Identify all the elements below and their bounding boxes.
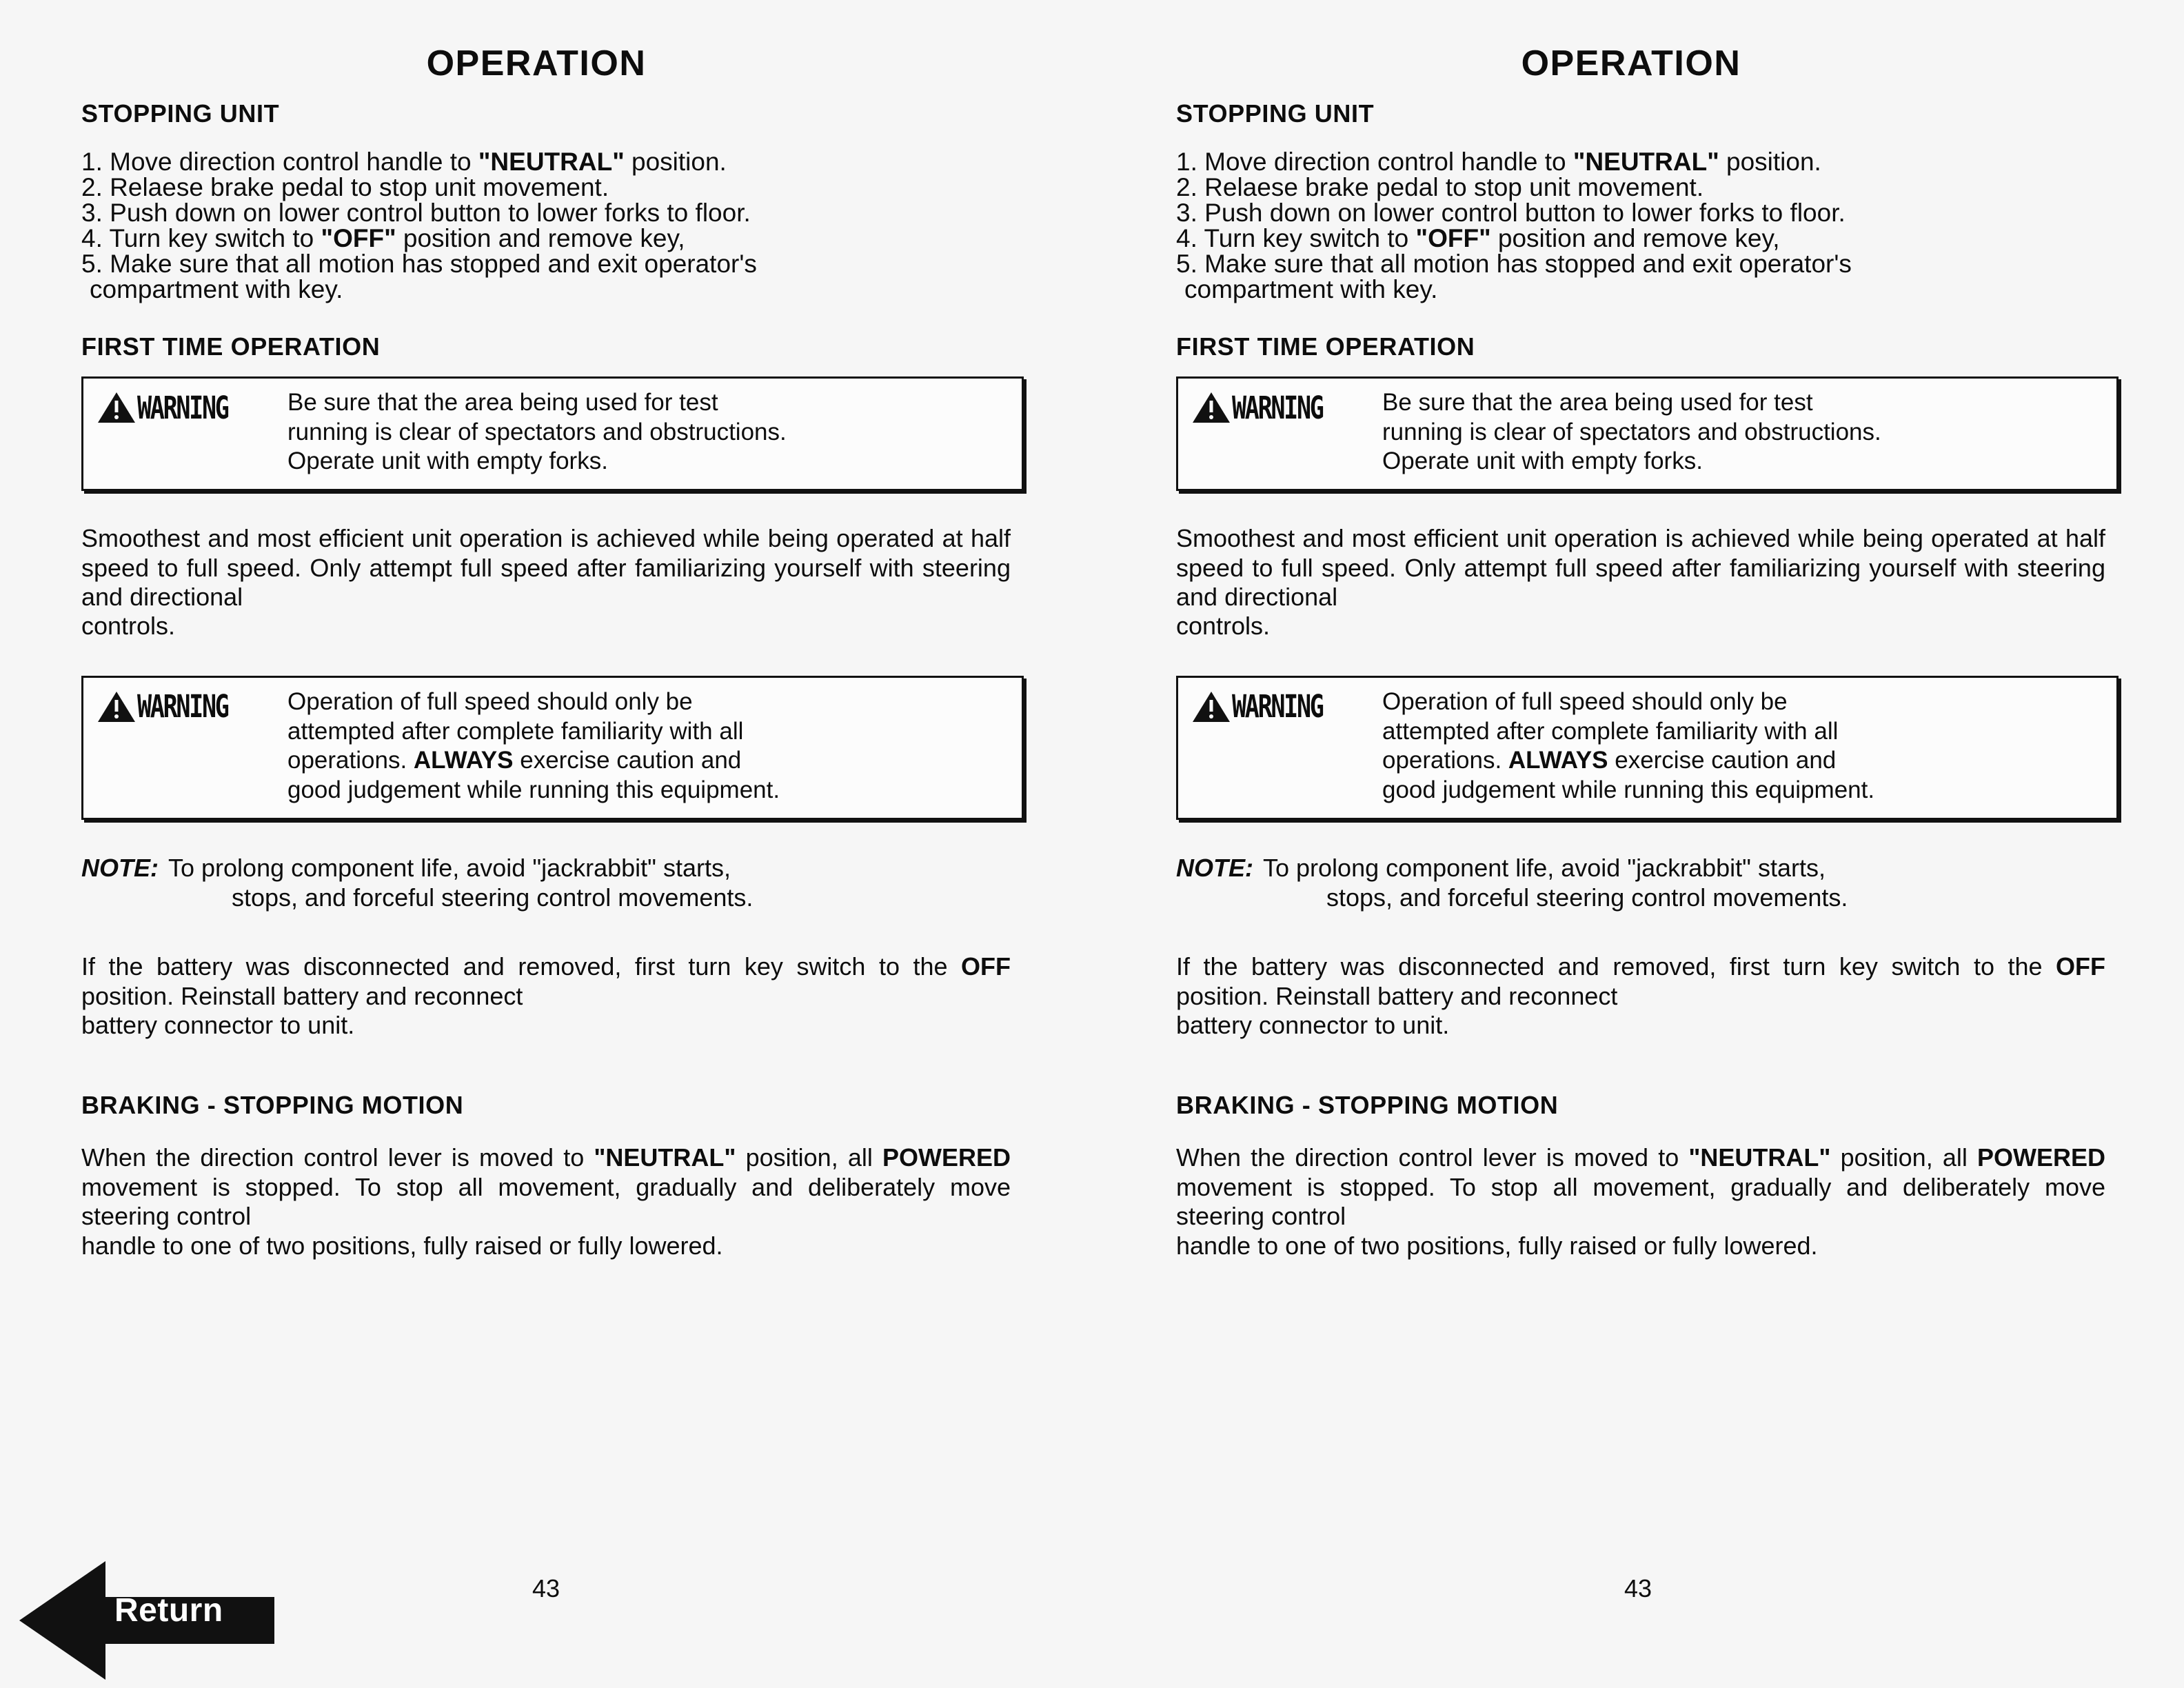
step-emphasis: "OFF" <box>321 224 396 252</box>
warning-line: running is clear of spectators and obstructions. <box>287 418 787 445</box>
step-text: Push down on lower control button to lower forks to floor. <box>110 199 751 227</box>
stopping-unit-steps <box>1176 149 2107 302</box>
warning-message <box>283 687 1011 805</box>
paragraph-line: speed after familiarizing yourself with steering and directional <box>81 553 1011 611</box>
warning-triangle-icon <box>1192 690 1231 723</box>
paragraph-emphasis: "NEUTRAL" <box>1688 1143 1831 1172</box>
warning-line-part: operations. <box>1382 747 1508 774</box>
step-text: Relaese brake pedal to stop unit movement. <box>1204 173 1704 201</box>
step-text-end: position and remove key, <box>396 224 685 252</box>
paragraph-line: handle to one of two positions, fully raised or fully lowered. <box>1176 1231 1818 1260</box>
paragraph-line: being operated at half speed to full speed. Only attempt full <box>1176 524 2105 582</box>
step-text-end: position and remove key, <box>1490 224 1780 252</box>
paragraph-line-part: position. Reinstall battery and reconnect <box>81 981 523 1010</box>
warning-line: Operation of full speed should only be <box>1382 687 1788 715</box>
warning-line <box>287 746 1011 776</box>
warning-line-part: exercise caution and <box>513 747 742 774</box>
paragraph-line: battery connector to unit. <box>81 1011 355 1039</box>
step-emphasis: "NEUTRAL" <box>1573 148 1719 176</box>
paragraph-line: movement, gradually and deliberately move steering control <box>1176 1172 2105 1231</box>
warning-box-test-area <box>81 376 1024 491</box>
warning-line: attempted after complete familiarity with all <box>287 717 744 745</box>
section-heading-stopping-unit: STOPPING UNIT <box>81 99 280 128</box>
warning-emphasis: ALWAYS <box>1508 747 1608 774</box>
paragraph-line-part: switch to the <box>796 952 962 981</box>
step-text-end: position. <box>624 148 727 176</box>
note-jackrabbit <box>1176 853 2107 912</box>
warning-line: Be sure that the area being used for test <box>1382 389 1813 416</box>
list-item <box>1176 200 2107 225</box>
paragraph-braking <box>81 1143 1011 1260</box>
paragraph-emphasis: "NEUTRAL" <box>594 1143 736 1172</box>
warning-label <box>1192 687 1378 723</box>
warning-label <box>97 388 283 424</box>
list-item <box>81 225 1012 251</box>
return-button-label: Return <box>114 1592 223 1629</box>
section-heading-first-time-operation: FIRST TIME OPERATION <box>1176 332 1475 361</box>
step-number: 4. <box>1176 224 1197 252</box>
paragraph-line-part: switch to the <box>1891 952 2056 981</box>
paragraph-line-part: position. Reinstall battery and reconnect <box>1176 981 1618 1010</box>
note-line: To prolong component life, avoid "jackrabbit" starts, <box>168 853 731 882</box>
step-number: 4. <box>81 224 103 252</box>
section-heading-braking: BRAKING - STOPPING MOTION <box>1176 1091 1559 1120</box>
warning-message <box>1378 388 2105 476</box>
left-arrow-icon <box>19 1557 274 1684</box>
warning-line: Be sure that the area being used for test <box>287 389 718 416</box>
warning-message <box>283 388 1011 476</box>
paragraph-line: If the battery was disconnected and removed, first turn key <box>1176 952 1878 981</box>
warning-line: Operation of full speed should only be <box>287 687 693 715</box>
warning-line <box>1382 746 2105 776</box>
warning-word: WARNING <box>1232 389 1323 426</box>
warning-line: good judgement while running this equipment. <box>287 776 780 803</box>
paragraph-smoothest-operation <box>81 524 1011 641</box>
section-heading-stopping-unit: STOPPING UNIT <box>1176 99 1375 128</box>
note-body <box>1253 853 2001 912</box>
page-number: 43 <box>532 1574 560 1602</box>
warning-box-full-speed <box>1176 676 2119 820</box>
paragraph-line: controls. <box>1176 612 1271 641</box>
paragraph-line: controls. <box>81 612 176 641</box>
list-item <box>1176 174 2107 200</box>
paragraph-line-part: position, all <box>745 1143 882 1172</box>
step-text: Make sure that all motion has stopped and exit operator's <box>1204 250 1852 278</box>
note-line: To prolong component life, avoid "jackrabbit" starts, <box>1263 853 1826 882</box>
page-title: OPERATION <box>426 43 647 83</box>
step-text: Make sure that all motion has stopped and exit operator's <box>110 250 757 278</box>
step-number: 3. <box>81 199 103 227</box>
return-button[interactable] <box>19 1557 274 1684</box>
step-text: Turn key switch to <box>109 224 321 252</box>
warning-box-test-area <box>1176 376 2119 491</box>
section-heading-first-time-operation: FIRST TIME OPERATION <box>81 332 381 361</box>
list-item <box>81 149 1012 174</box>
warning-line: good judgement while running this equipment. <box>1382 776 1875 803</box>
paragraph-line-part: position, all <box>1840 1143 1977 1172</box>
step-number: 2. <box>81 173 103 201</box>
list-item <box>81 251 1012 277</box>
page-number: 43 <box>1624 1574 1652 1602</box>
step-number: 1. <box>81 148 103 176</box>
warning-box-full-speed <box>81 676 1024 820</box>
paragraph-line-part: When the direction control lever is moved to <box>1176 1143 1689 1172</box>
paragraph-line-part: When the direction control lever is moved to <box>81 1143 594 1172</box>
paragraph-emphasis: POWERED <box>1976 1143 2105 1172</box>
step-emphasis: "OFF" <box>1415 224 1491 252</box>
warning-label <box>97 687 283 723</box>
step-text: Relaese brake pedal to stop unit movement. <box>110 173 609 201</box>
section-heading-braking: BRAKING - STOPPING MOTION <box>81 1091 464 1120</box>
step-text-end: position. <box>1719 148 1821 176</box>
warning-emphasis: ALWAYS <box>413 747 514 774</box>
paragraph-smoothest-operation <box>1176 524 2105 641</box>
warning-word: WARNING <box>137 688 228 725</box>
paragraph-emphasis: OFF <box>961 952 1011 981</box>
warning-triangle-icon <box>97 391 136 424</box>
note-jackrabbit <box>81 853 1012 912</box>
list-item-continuation: compartment with key. <box>1184 275 1438 303</box>
warning-line: Operate unit with empty forks. <box>287 448 608 475</box>
paragraph-line: handle to one of two positions, fully raised or fully lowered. <box>81 1231 723 1260</box>
paragraph-line: Smoothest and most efficient unit operation is achieved while <box>81 524 760 553</box>
warning-line-part: operations. <box>287 747 414 774</box>
step-number: 3. <box>1176 199 1197 227</box>
warning-label <box>1192 388 1378 424</box>
warning-word: WARNING <box>137 389 228 426</box>
paragraph-braking <box>1176 1143 2105 1260</box>
warning-triangle-icon <box>1192 391 1231 424</box>
warning-line: Operate unit with empty forks. <box>1382 448 1703 475</box>
warning-line-part: exercise caution and <box>1608 747 1837 774</box>
paragraph-line <box>1176 1143 1830 1172</box>
paragraph-line: If the battery was disconnected and removed, first turn key <box>81 952 783 981</box>
list-item <box>81 174 1012 200</box>
page-title: OPERATION <box>1521 43 1741 83</box>
paragraph-line <box>81 1143 736 1172</box>
warning-line: running is clear of spectators and obstructions. <box>1382 418 1881 445</box>
step-text: Move direction control handle to <box>110 148 478 176</box>
note-line: stops, and forceful steering control movements. <box>232 883 754 912</box>
note-label: NOTE: <box>1176 853 1253 882</box>
paragraph-battery <box>81 952 1011 1040</box>
step-text: Turn key switch to <box>1204 224 1416 252</box>
paragraph-emphasis: POWERED <box>882 1143 1011 1172</box>
paragraph-line: speed after familiarizing yourself with steering and directional <box>1176 553 2105 611</box>
list-item <box>81 200 1012 225</box>
step-number: 1. <box>1176 148 1197 176</box>
warning-line: attempted after complete familiarity with all <box>1382 717 1839 745</box>
step-emphasis: "NEUTRAL" <box>478 148 625 176</box>
paragraph-line: movement, gradually and deliberately move steering control <box>81 1172 1011 1231</box>
note-line: stops, and forceful steering control movements. <box>1326 883 1848 912</box>
list-item <box>1176 149 2107 174</box>
paragraph-line: battery connector to unit. <box>1176 1011 1450 1039</box>
note-body <box>159 853 906 912</box>
paragraph-line: being operated at half speed to full speed. Only attempt full <box>81 524 1011 582</box>
paragraph-emphasis: OFF <box>2056 952 2106 981</box>
warning-triangle-icon <box>97 690 136 723</box>
paragraph-line: Smoothest and most efficient unit operation is achieved while <box>1176 524 1855 553</box>
warning-message <box>1378 687 2105 805</box>
list-item <box>1176 251 2107 277</box>
list-item-continuation: compartment with key. <box>90 275 343 303</box>
note-label: NOTE: <box>81 853 159 882</box>
paragraph-battery <box>1176 952 2105 1040</box>
paragraph-line-part: movement is stopped. To stop all <box>81 1172 483 1201</box>
stopping-unit-steps <box>81 149 1012 302</box>
list-item <box>1176 225 2107 251</box>
step-number: 5. <box>1176 250 1197 278</box>
step-text: Move direction control handle to <box>1204 148 1573 176</box>
step-number: 2. <box>1176 173 1197 201</box>
step-text: Push down on lower control button to lower forks to floor. <box>1204 199 1846 227</box>
paragraph-line-part: movement is stopped. To stop all <box>1176 1172 1578 1201</box>
warning-word: WARNING <box>1232 688 1323 725</box>
step-number: 5. <box>81 250 103 278</box>
page-column-right <box>1092 0 2184 1688</box>
